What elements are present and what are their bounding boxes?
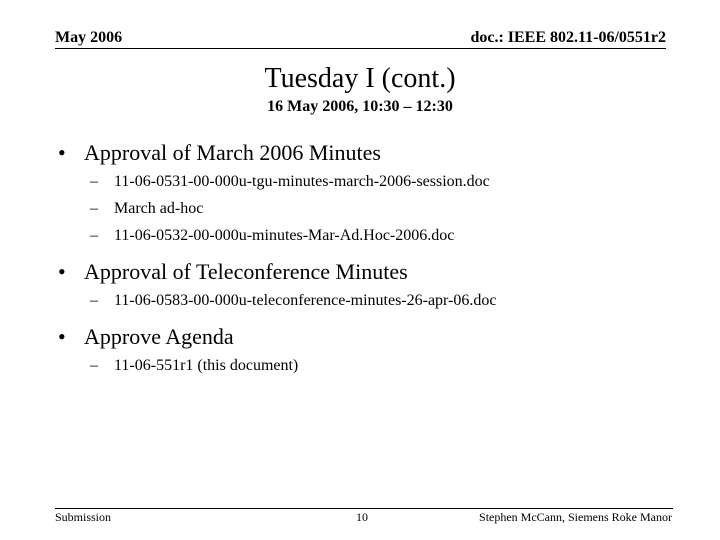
dash-icon: – <box>90 227 98 244</box>
footer-submission: Submission <box>55 510 112 524</box>
dash-icon: – <box>90 292 98 309</box>
sub-item <box>58 291 698 311</box>
bullet-item <box>58 323 698 351</box>
bullet-text: Approval of March 2006 Minutes <box>84 140 381 165</box>
bullet-text: Approval of Teleconference Minutes <box>84 259 408 284</box>
slide-subtitle: 16 May 2006, 10:30 – 12:30 <box>267 98 453 115</box>
sub-item-text: 11-06-551r1 (this document) <box>114 357 299 374</box>
header-date: May 2006 <box>55 29 123 46</box>
slide-body <box>58 139 698 376</box>
sub-item <box>58 172 698 192</box>
sub-item <box>58 199 698 219</box>
sub-item <box>58 226 698 246</box>
bullet-icon: • <box>58 140 66 165</box>
dash-icon: – <box>90 173 98 190</box>
header-doc-id: doc.: IEEE 802.11-06/0551r2 <box>470 29 666 46</box>
sub-item-text: 11-06-0532-00-000u-minutes-Mar-Ad.Hoc-2006.doc <box>114 227 455 244</box>
bullet-text: Approve Agenda <box>84 324 234 349</box>
sub-item <box>58 356 698 376</box>
footer-page-number: 10 <box>356 510 368 524</box>
footer-author: Stephen McCann, Siemens Roke Manor <box>479 510 672 524</box>
sub-item-text: 11-06-0583-00-000u-teleconference-minutes-26-apr-06.doc <box>114 292 497 309</box>
dash-icon: – <box>90 200 98 217</box>
sub-item-text: 11-06-0531-00-000u-tgu-minutes-march-2006-session.doc <box>114 173 490 190</box>
bullet-item <box>58 139 698 167</box>
sub-item-text: March ad-hoc <box>114 200 204 217</box>
bullet-icon: • <box>58 259 66 284</box>
slide-title: Tuesday I (cont.) <box>264 63 456 94</box>
dash-icon: – <box>90 357 98 374</box>
header-divider <box>55 48 666 49</box>
bullet-item <box>58 258 698 286</box>
bullet-icon: • <box>58 324 66 349</box>
